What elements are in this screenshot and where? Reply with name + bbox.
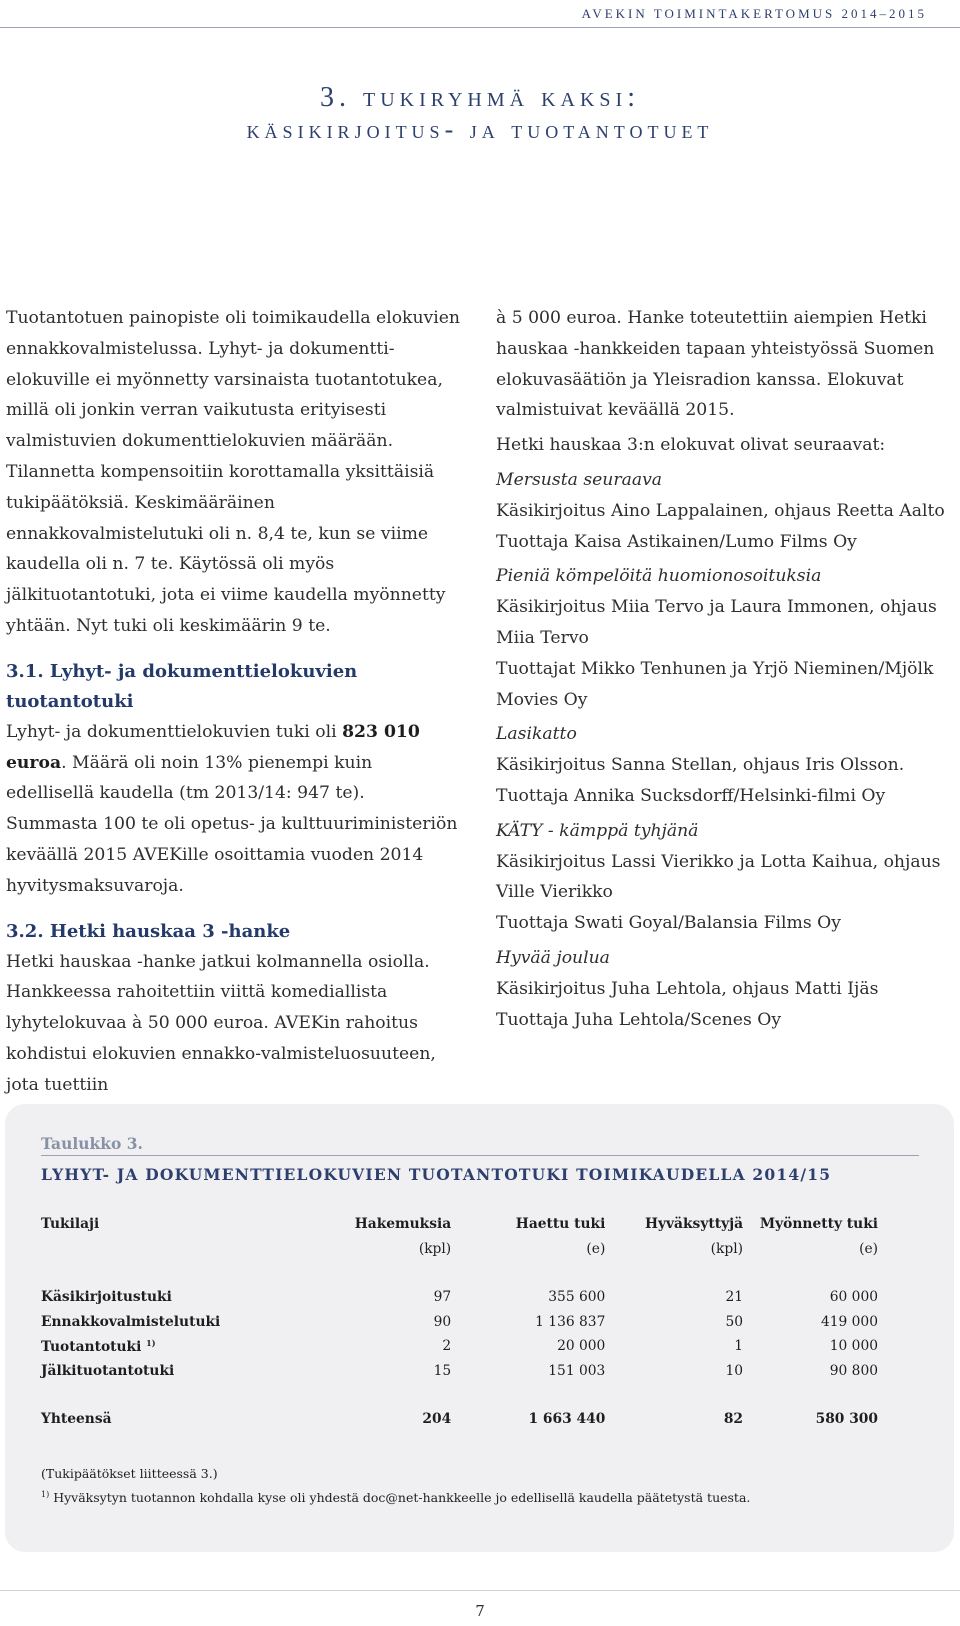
section-3-1-text — [6, 717, 461, 902]
table-cell-text: Tuotantotuki — [41, 1338, 142, 1355]
table-cell: 1 — [734, 1338, 744, 1355]
table-row — [41, 1285, 878, 1310]
table-header-cell: Hyväksyttyjä — [644, 1216, 744, 1233]
table-header-cell: Tukilaji — [41, 1216, 100, 1233]
table-cell: 15 — [433, 1362, 452, 1379]
film-title: Lasikatto — [496, 724, 577, 745]
film-producer: Tuottajat Mikko Tenhunen ja Yrjö Nieminen/Mjölk Movies Oy — [496, 658, 934, 710]
film-title: Pieniä kömpelöitä huomionosoituksia — [496, 566, 822, 587]
continuation-paragraph: à 5 000 euroa. Hanke toteutettiin aiempien Hetki hauskaa -hankkeiden tapaan yhteistyössä Suomen elokuvasäätiön ja Yleisradion kanssa. Elokuvat valmistuivat keväällä 2015. — [496, 308, 935, 421]
table-note: (Tukipäätökset liitteessä 3.) — [41, 1466, 218, 1481]
left-column — [6, 303, 461, 1101]
table-cell: Yhteensä — [41, 1411, 112, 1428]
page-number: 7 — [475, 1602, 485, 1620]
table-unit-cell: (e) — [586, 1240, 606, 1257]
table-cell: 10 000 — [829, 1338, 878, 1355]
table-cell: 204 — [422, 1411, 452, 1428]
chapter-title — [0, 80, 960, 148]
film-script: Käsikirjoitus Juha Lehtola, ohjaus Matti Ijäs — [496, 978, 879, 999]
table-unit-cell: (kpl) — [418, 1240, 452, 1257]
table-spacer — [41, 1261, 878, 1285]
table-total-row — [41, 1407, 878, 1432]
film-script: Käsikirjoitus Aino Lappalainen, ohjaus Reetta Aalto — [496, 500, 945, 521]
table-header-row — [41, 1212, 878, 1237]
table-cell: 90 800 — [829, 1362, 878, 1379]
table-rule — [41, 1155, 919, 1156]
table-cell: 1 136 837 — [535, 1313, 606, 1330]
table-cell: 10 — [725, 1362, 744, 1379]
film-producer: Tuottaja Kaisa Astikainen/Lumo Films Oy — [496, 531, 857, 552]
header-rule — [0, 27, 960, 28]
table-row — [41, 1310, 878, 1335]
film-title: Hyvää joulua — [496, 947, 610, 968]
section-3-1-heading: 3.1. Lyhyt- ja dokumenttielokuvien tuotantotuki — [6, 660, 358, 712]
table-header-cell: Hakemuksia — [354, 1216, 452, 1233]
table-cell: 2 — [442, 1338, 452, 1355]
table-cell: Jälkituotantotuki — [41, 1362, 175, 1379]
running-header: AVEKIN TOIMINTAKERTOMUS 2014–2015 — [581, 6, 927, 21]
table-units-row — [41, 1237, 878, 1262]
footnote-marker: 1) — [146, 1337, 156, 1348]
footer-rule — [0, 1590, 960, 1591]
table-spacer — [41, 1383, 878, 1407]
films-intro: Hetki hauskaa 3:n elokuvat olivat seuraavat: — [496, 435, 886, 456]
table-footnote — [41, 1490, 750, 1505]
table-title: LYHYT- JA DOKUMENTTIELOKUVIEN TUOTANTOTUKI TOIMIKAUDELLA 2014/15 — [41, 1165, 832, 1184]
table-cell: 82 — [723, 1411, 744, 1428]
section-3-1-text-post: . Määrä oli noin 13% pienempi kuin edellisellä kaudella (tm 2013/14: 947 te). Summasta 100 te oli opetus- ja kulttuuriministeriön keväällä 2015 AVEKille osoittamia vuoden 2014 hyvitysmaksuvaroja. — [6, 752, 458, 896]
table-unit-cell — [41, 1237, 325, 1262]
footnote-marker: 1) — [41, 1490, 50, 1499]
table-cell: Käsikirjoitustuki — [41, 1289, 172, 1306]
film-script: Käsikirjoitus Lassi Vierikko ja Lotta Kaihua, ohjaus Ville Vierikko — [496, 851, 941, 903]
table-cell — [41, 1334, 325, 1359]
support-table — [41, 1212, 878, 1432]
table-cell: 21 — [725, 1289, 744, 1306]
film-producer: Tuottaja Swati Goyal/Balansia Films Oy — [496, 913, 841, 934]
table-row — [41, 1359, 878, 1384]
table-cell: 151 003 — [548, 1362, 606, 1379]
film-title: KÄTY - kämppä tyhjänä — [496, 820, 699, 841]
intro-paragraph: Tuotantotuen painopiste oli toimikaudella elokuvien ennakkovalmistelussa. Lyhyt- ja dokumentti-elokuville ei myönnetty varsinaista tuotantotukea, millä oli jonkin verran vaikutusta erityisesti valmistuvien dokumenttielokuvien määrään. Tilannetta kompensoitiin korottamalla yksittäisiä tukipäätöksiä. Keskimääräinen ennakkovalmistelutuki oli n. 8,4 te, kun se viime kaudella oli n. 7 te. Käytössä oli myös jälkituotantotuki, jota ei viime kaudella myönnetty yhtään. Nyt tuki oli keskimäärin 9 te. — [6, 308, 460, 636]
section-3-2-text: Hetki hauskaa -hanke jatkui kolmannella osiolla. Hankkeessa rahoitettiin viittä komediallista lyhytelokuvaa à 50 000 euroa. AVEKin rahoitus kohdistui elokuvien ennakko-valmisteluosuuteen, jota tuettiin — [6, 951, 436, 1095]
table-cell: 90 — [433, 1313, 452, 1330]
film-title: Mersusta seuraava — [496, 469, 663, 490]
table-unit-cell: (kpl) — [710, 1240, 744, 1257]
table-label: Taulukko 3. — [41, 1134, 143, 1153]
footnote-text: Hyväksytyn tuotannon kohdalla kyse oli yhdestä doc@net-hankkeelle jo edellisellä kaudella päätetystä tuesta. — [53, 1490, 751, 1505]
section-3-1-amount: 823 010 euroa — [6, 721, 420, 773]
table-row — [41, 1334, 878, 1359]
table-cell: 355 600 — [548, 1289, 606, 1306]
table-cell: 419 000 — [820, 1313, 878, 1330]
section-3-1-text-pre: Lyhyt- ja dokumenttielokuvien tuki oli — [6, 721, 343, 742]
table-cell: 580 300 — [815, 1411, 878, 1428]
film-producer: Tuottaja Annika Sucksdorff/Helsinki-filmi Oy — [496, 785, 886, 806]
right-column — [496, 303, 956, 1035]
section-3-2-heading: 3.2. Hetki hauskaa 3 -hanke — [6, 920, 291, 942]
table-cell: 50 — [725, 1313, 744, 1330]
film-script: Käsikirjoitus Sanna Stellan, ohjaus Iris Olsson. — [496, 755, 905, 776]
table-cell: 1 663 440 — [528, 1411, 606, 1428]
table-unit-cell: (e) — [859, 1240, 878, 1257]
table-cell: Ennakkovalmistelutuki — [41, 1313, 221, 1330]
film-script: Käsikirjoitus Miia Tervo ja Laura Immonen, ohjaus Miia Tervo — [496, 597, 937, 648]
chapter-title-line1: 3. tukiryhmä kaksi: — [319, 82, 640, 113]
film-producer: Tuottaja Juha Lehtola/Scenes Oy — [496, 1009, 782, 1030]
table-header-cell: Haettu tuki — [515, 1216, 606, 1233]
chapter-title-line2: käsikirjoitus- ja tuotantotuet — [246, 115, 714, 144]
table-cell: 97 — [433, 1289, 452, 1306]
table-header-cell: Myönnetty tuki — [759, 1216, 878, 1233]
table-box — [5, 1104, 954, 1552]
table-cell: 60 000 — [829, 1289, 878, 1306]
table-cell: 20 000 — [557, 1338, 606, 1355]
